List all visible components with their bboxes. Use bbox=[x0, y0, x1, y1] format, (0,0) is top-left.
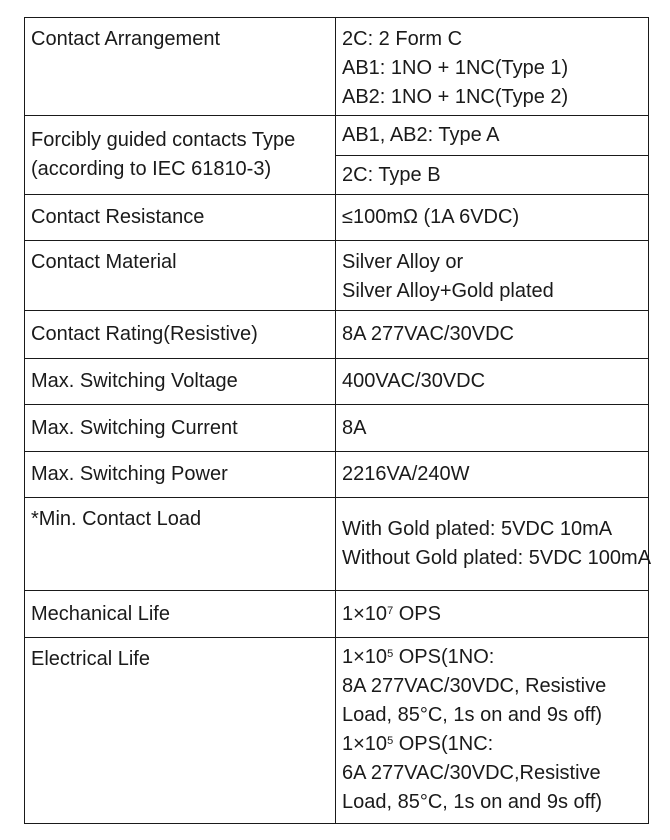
table-row bbox=[25, 452, 649, 498]
forcibly-guided-value-a: AB1, AB2: Type A bbox=[342, 124, 500, 146]
contact-arrangement-label: Contact Arrangement bbox=[31, 28, 220, 50]
row-value bbox=[336, 591, 649, 638]
row-value bbox=[336, 18, 649, 116]
min-contact-load-value: With Gold plated: 5VDC 10mA bbox=[342, 518, 613, 540]
row-label bbox=[25, 452, 336, 498]
row-value bbox=[336, 638, 649, 824]
electrical-life-nc-heading bbox=[342, 730, 642, 759]
row-value bbox=[336, 452, 649, 498]
row-label bbox=[25, 359, 336, 405]
electrical-life-no-heading bbox=[342, 643, 642, 672]
mechanical-life-unit: OPS bbox=[393, 603, 441, 625]
electrical-life-no-exponent: 5 bbox=[387, 648, 394, 660]
table-row bbox=[25, 241, 649, 311]
row-value bbox=[336, 241, 649, 311]
row-label bbox=[25, 311, 336, 359]
electrical-life-label: Electrical Life bbox=[31, 648, 150, 670]
row-label bbox=[25, 498, 336, 591]
contact-resistance-value: ≤100mΩ (1A 6VDC) bbox=[342, 206, 520, 228]
row-value bbox=[336, 156, 649, 195]
table-row bbox=[25, 116, 649, 156]
row-value bbox=[336, 311, 649, 359]
table-row bbox=[25, 359, 649, 405]
table-row bbox=[25, 638, 649, 824]
max-switching-current-label: Max. Switching Current bbox=[31, 417, 238, 439]
mechanical-life-exponent: 7 bbox=[387, 605, 394, 617]
row-value bbox=[336, 498, 652, 591]
electrical-life-nc-unit: OPS(1NC: bbox=[393, 733, 494, 755]
table-row bbox=[25, 498, 649, 591]
electrical-life-nc-detail: 6A 277VAC/30VDC,Resistive bbox=[342, 762, 601, 784]
contact-material-value: Silver Alloy+Gold plated bbox=[342, 280, 554, 302]
electrical-life-nc-detail: Load, 85°C, 1s on and 9s off) bbox=[342, 791, 603, 813]
table-row bbox=[25, 405, 649, 452]
max-switching-voltage-label: Max. Switching Voltage bbox=[31, 370, 238, 392]
row-value bbox=[336, 405, 649, 452]
row-label bbox=[25, 18, 336, 116]
min-contact-load-value: Without Gold plated: 5VDC 100mA bbox=[342, 547, 652, 569]
table-row bbox=[25, 591, 649, 638]
row-value bbox=[336, 195, 649, 241]
row-value bbox=[336, 116, 649, 156]
contact-arrangement-value: 2C: 2 Form C bbox=[342, 28, 463, 50]
electrical-life-no-base: 1×10 bbox=[342, 646, 388, 668]
contact-material-value: Silver Alloy or bbox=[342, 251, 464, 273]
table-row bbox=[25, 195, 649, 241]
contact-arrangement-value: AB1: 1NO + 1NC(Type 1) bbox=[342, 57, 569, 79]
electrical-life-nc-exponent: 5 bbox=[387, 735, 394, 747]
max-switching-power-label: Max. Switching Power bbox=[31, 463, 228, 485]
mechanical-life-value bbox=[342, 600, 642, 629]
mechanical-life-base: 1×10 bbox=[342, 603, 388, 625]
row-label bbox=[25, 405, 336, 452]
row-label bbox=[25, 241, 336, 311]
row-label bbox=[25, 116, 336, 195]
contact-arrangement-value: AB2: 1NO + 1NC(Type 2) bbox=[342, 86, 569, 108]
contact-rating-label: Contact Rating(Resistive) bbox=[31, 323, 258, 345]
row-label bbox=[25, 638, 336, 824]
max-switching-power-value: 2216VA/240W bbox=[342, 463, 470, 485]
contact-resistance-label: Contact Resistance bbox=[31, 206, 205, 228]
row-value bbox=[336, 359, 649, 405]
forcibly-guided-label: Forcibly guided contacts Type bbox=[31, 129, 296, 151]
forcibly-guided-label: (according to IEC 61810-3) bbox=[31, 158, 272, 180]
table-row bbox=[25, 18, 649, 116]
min-contact-load-label: *Min. Contact Load bbox=[31, 508, 202, 530]
table-row bbox=[25, 311, 649, 359]
contact-rating-value: 8A 277VAC/30VDC bbox=[342, 323, 514, 345]
electrical-life-no-detail: Load, 85°C, 1s on and 9s off) bbox=[342, 704, 603, 726]
row-label bbox=[25, 195, 336, 241]
electrical-life-no-detail: 8A 277VAC/30VDC, Resistive bbox=[342, 675, 607, 697]
mechanical-life-label: Mechanical Life bbox=[31, 603, 170, 625]
row-label bbox=[25, 591, 336, 638]
max-switching-voltage-value: 400VAC/30VDC bbox=[342, 370, 486, 392]
electrical-life-nc-base: 1×10 bbox=[342, 733, 388, 755]
max-switching-current-value: 8A bbox=[342, 417, 367, 439]
relay-specification-table bbox=[24, 17, 652, 824]
contact-material-label: Contact Material bbox=[31, 251, 177, 273]
electrical-life-no-unit: OPS(1NO: bbox=[393, 646, 495, 668]
forcibly-guided-value-b: 2C: Type B bbox=[342, 164, 441, 186]
